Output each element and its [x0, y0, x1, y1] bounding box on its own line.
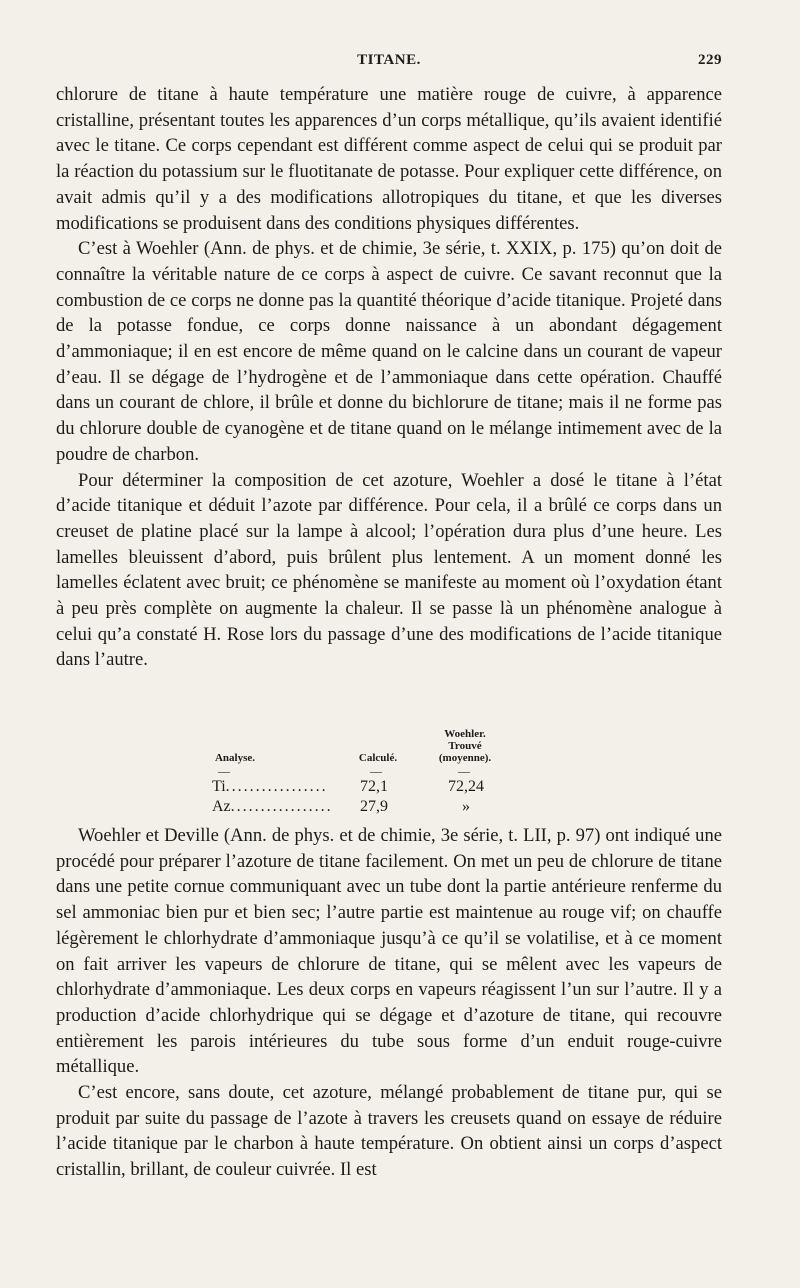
rule-dash: —	[458, 764, 470, 778]
header-trouve: Trouvé	[448, 740, 482, 752]
text-block-bottom	[56, 823, 722, 1183]
table-cell-trouve: 72,24	[448, 778, 484, 795]
paragraph-woehler-nature: C’est à Woehler (Ann. de phys. et de chimie, 3e série, t. XXIX, p. 175) qu’on doit de connaître la véritable nature de ce corps à aspect de cuivre. Ce savant reconnut que la combustion de ce corps ne donne pas la quantité théorique d’acide titanique. Projeté dans de la potasse fondue, ce corps donne naissance à un abondant dégagement d’ammoniaque; il en est encore de même quand on le calcine dans un courant de vapeur d’eau. Il se dégage de l’hydrogène et de l’ammoniaque dans cette opération. Chauffé dans un courant de chlore, il brûle et donne du bichlorure de titane; mais il ne forme pas du chlorure double de cyanogène et de titane quand on le mélange intimement avec de la poudre de charbon.	[56, 238, 722, 465]
paragraph-continued: chlorure de titane à haute température une matière rouge de cuivre, à apparence cristalline, présentant toutes les apparences d’un corps métallique, qu’ils avaient identifié avec le titane. Ce corps cependant est différent comme aspect de celui qui se produit par la réaction du potassium sur le fluotitanate de potasse. Pour expliquer cette différence, on avait admis qu’il y a des modifications allotropiques du titane, et que les diverses modifications se produisent dans des conditions physiques différentes.	[56, 84, 722, 234]
table-cell-calcule: 27,9	[360, 798, 388, 815]
paragraph-woehler-deville: Woehler et Deville (Ann. de phys. et de chimie, 3e série, t. LII, p. 97) ont indiqué une procédé pour préparer l’azoture de titane facilement. On met un peu de chlorure de titane dans une petite cornue communiquant avec un tube dont la partie antérieure renferme du sel ammoniac bien pur et bien sec; l’autre partie est maintenue au rouge vif; on chauffe légèrement le chlorhydrate d’ammoniaque jusqu’à ce qu’il se volatilise, et à ce moment on fait arriver les vapeurs de chlorure de titane, qui se mêlent avec les vapeurs de chlorhydrate d’ammoniaque. Les deux corps en vapeurs réagissent l’un sur l’autre. Il y a production d’acide chlorhydrique qui se dégage et d’azoture de titane, qui recouvre entièrement les parois intérieures du tube sous forme d’un enduit rouge-cuivre métallique.	[56, 825, 722, 1078]
header-woehler: Woehler.	[444, 728, 486, 740]
header-calcule: Calculé.	[358, 752, 398, 764]
table-row-label: Az.................	[212, 798, 333, 815]
paragraph-composition: Pour déterminer la composition de cet azoture, Woehler a dosé le titane à l’état d’acide titanique et déduit l’azote par différence. Pour cela, il a brûlé ce corps dans un creuset de platine placé sur la lampe à alcool; l’opération dura plus d’une heure. Les lamelles bleuissent d’abord, puis brûlent plus lentement. A un moment donné les lamelles éclatent avec bruit; ce phénomène se manifeste au moment où l’oxydation étant à peu près complète on augmente la chaleur. Il se passe là un phénomène analogue à celui qu’a constaté H. Rose lors du passage d’une des modifications de l’acide titanique dans l’autre.	[56, 469, 722, 671]
text-block-top	[56, 82, 722, 673]
page-title: TITANE.	[357, 52, 421, 68]
rule-dash: —	[218, 764, 230, 778]
rule-dash: —	[370, 764, 382, 778]
table-cell-trouve: »	[462, 798, 470, 815]
paragraph-azote-creusets: C’est encore, sans doute, cet azoture, mélangé probablement de titane pur, qui se produit par suite du passage de l’azote à travers les creusets quand on essaye de réduire l’acide titanique par le charbon à haute température. On obtient ainsi un corps d’aspect cristallin, brillant, de couleur cuivrée. Il est	[56, 1082, 722, 1181]
header-analyse: Analyse.	[214, 752, 256, 764]
table-cell-calcule: 72,1	[360, 778, 388, 795]
running-header	[56, 52, 722, 74]
analysis-table	[200, 724, 590, 819]
page-number: 229	[698, 52, 722, 68]
table-row-label: Ti.................	[212, 778, 328, 795]
header-moyenne: (moyenne).	[438, 752, 492, 764]
